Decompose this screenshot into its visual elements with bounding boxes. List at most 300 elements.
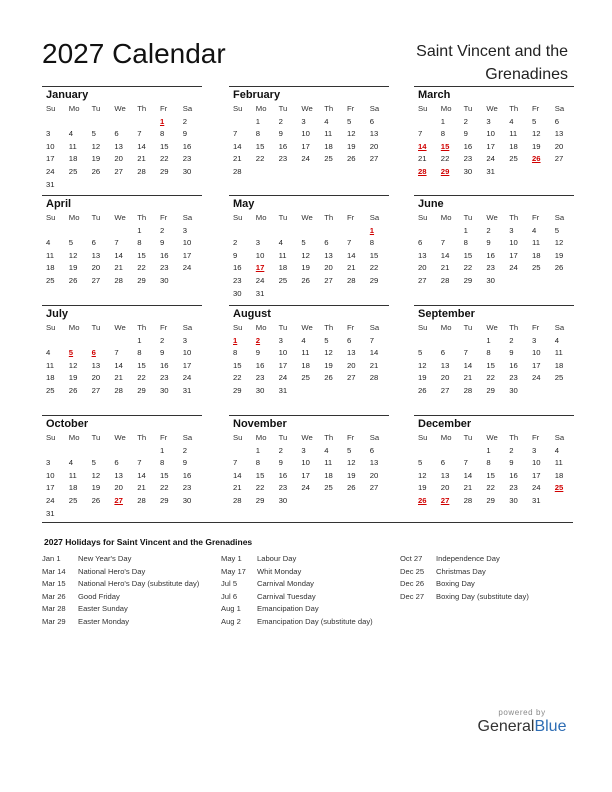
week-row — [42, 335, 202, 348]
day-cell — [460, 445, 483, 458]
weekday-label: Th — [324, 323, 334, 332]
day-cell — [366, 495, 389, 508]
day-cell: 18 — [68, 483, 78, 493]
weekday-label: Tu — [278, 433, 288, 442]
holiday-name: Easter Sunday — [78, 604, 128, 613]
day-cell — [275, 288, 298, 301]
day-cell: 8 — [137, 348, 142, 358]
day-cell: 23 — [159, 263, 169, 273]
month-may — [229, 195, 389, 300]
week-row — [42, 237, 202, 250]
week-row — [229, 116, 389, 129]
day-cell: 16 — [255, 360, 265, 370]
month-rule — [229, 305, 389, 306]
day-cell: 14 — [137, 141, 146, 151]
week-row — [414, 360, 574, 373]
day-cell: 3 — [182, 225, 188, 235]
day-cell: 30 — [278, 495, 288, 505]
day-cell: 22 — [137, 263, 146, 273]
holiday-row — [42, 591, 199, 604]
day-cell — [437, 335, 460, 348]
day-cell — [343, 225, 366, 238]
day-cell: 3 — [255, 238, 261, 248]
day-cell: 18 — [554, 360, 564, 370]
holiday-day-cell: 25 — [554, 483, 564, 493]
holiday-date: Jul 5 — [221, 579, 238, 588]
day-cell: 25 — [46, 385, 55, 395]
day-cell: 10 — [509, 238, 518, 248]
day-cell: 21 — [137, 483, 146, 493]
day-cell: 11 — [509, 129, 518, 139]
day-cell: 20 — [346, 360, 356, 370]
day-cell — [229, 116, 252, 129]
day-cell — [437, 225, 460, 238]
brand-name — [472, 718, 572, 736]
weekday-label: Fr — [531, 323, 540, 332]
day-cell: 22 — [255, 154, 265, 164]
day-cell: 10 — [182, 238, 192, 248]
day-cell: 11 — [301, 348, 310, 358]
day-cell: 28 — [346, 275, 356, 285]
holiday-row — [400, 578, 529, 591]
day-cell: 4 — [324, 116, 329, 126]
day-cell: 21 — [463, 483, 473, 493]
day-cell: 22 — [463, 263, 473, 273]
day-cell — [437, 445, 460, 458]
day-cell — [320, 385, 343, 398]
day-cell — [88, 508, 111, 521]
day-cell: 25 — [46, 275, 55, 285]
week-row — [414, 385, 574, 398]
day-cell: 13 — [554, 129, 564, 139]
holiday-row — [400, 566, 529, 579]
weekday-label: We — [486, 323, 498, 332]
holiday-day-cell: 15 — [440, 141, 450, 151]
week-row — [229, 166, 389, 179]
day-cell: 22 — [255, 483, 265, 493]
weekday-header — [229, 103, 389, 116]
day-cell: 19 — [531, 141, 541, 151]
day-cell: 12 — [301, 250, 310, 260]
day-cell: 17 — [182, 250, 192, 260]
day-cell: 13 — [114, 470, 123, 480]
holiday-date: Aug 1 — [221, 604, 241, 613]
day-cell: 5 — [346, 116, 352, 126]
country-name — [348, 40, 568, 86]
day-cell — [179, 275, 202, 288]
day-cell: 12 — [531, 129, 541, 139]
weekday-header — [414, 103, 574, 116]
holiday-date: Mar 14 — [42, 566, 66, 576]
week-row — [42, 116, 202, 129]
weekday-label: Tu — [463, 323, 473, 332]
holiday-day-cell: 17 — [255, 263, 265, 273]
weekday-label: Th — [137, 433, 147, 442]
day-cell: 3 — [278, 335, 283, 345]
week-row — [42, 482, 202, 495]
weekday-label: Fr — [531, 433, 540, 442]
month-february — [229, 86, 389, 179]
day-cell: 24 — [46, 495, 55, 505]
weekday-label: Sa — [182, 213, 193, 222]
country-name-line2: Grenadines — [485, 66, 568, 83]
day-cell: 29 — [255, 495, 265, 505]
weekday-label: Mo — [255, 323, 267, 332]
day-cell — [65, 508, 88, 521]
day-cell — [343, 166, 366, 179]
day-cell — [275, 225, 298, 238]
month-name: May — [233, 198, 255, 210]
day-cell — [297, 288, 320, 301]
day-cell: 4 — [554, 445, 560, 455]
day-cell: 18 — [324, 141, 333, 151]
day-cell — [179, 179, 202, 192]
day-cell: 15 — [159, 470, 169, 480]
day-cell — [110, 116, 133, 129]
day-cell: 5 — [301, 238, 306, 248]
day-cell: 7 — [369, 335, 375, 345]
day-cell: 5 — [91, 458, 96, 468]
day-cell: 19 — [418, 483, 427, 493]
day-cell: 15 — [159, 141, 169, 151]
holiday-row — [221, 616, 373, 629]
day-cell — [65, 225, 88, 238]
day-cell — [528, 166, 551, 179]
day-cell: 9 — [278, 458, 283, 468]
day-cell: 27 — [369, 483, 379, 493]
week-row — [42, 141, 202, 154]
month-rule — [42, 415, 202, 416]
day-cell: 8 — [159, 129, 165, 139]
day-cell: 23 — [159, 373, 169, 383]
day-cell — [320, 288, 343, 301]
week-row — [229, 372, 389, 385]
day-cell: 8 — [233, 348, 238, 358]
generalblue-logo[interactable] — [472, 708, 572, 736]
day-cell: 29 — [486, 385, 495, 395]
week-row — [229, 153, 389, 166]
day-cell — [110, 225, 133, 238]
month-june — [414, 195, 574, 288]
day-cell — [229, 225, 252, 238]
holiday-row — [42, 603, 199, 616]
day-cell: 10 — [301, 129, 310, 139]
weekday-label: Sa — [554, 323, 565, 332]
weekday-label: Su — [46, 104, 56, 113]
day-cell — [551, 385, 574, 398]
weekday-label: Sa — [182, 323, 193, 332]
day-cell — [133, 179, 156, 192]
holiday-day-cell: 1 — [233, 335, 238, 345]
day-cell: 28 — [137, 166, 146, 176]
weekday-header — [229, 212, 389, 225]
day-cell: 30 — [159, 275, 169, 285]
weekday-label: Mo — [440, 433, 452, 442]
day-cell: 12 — [324, 348, 333, 358]
day-cell: 23 — [278, 154, 288, 164]
month-october — [42, 415, 202, 520]
day-cell: 17 — [182, 360, 192, 370]
day-cell: 14 — [137, 470, 146, 480]
day-cell: 21 — [114, 263, 123, 273]
day-cell: 27 — [91, 385, 101, 395]
weekday-label: Th — [137, 213, 147, 222]
month-july — [42, 305, 202, 398]
day-cell: 16 — [463, 141, 473, 151]
day-cell: 25 — [324, 154, 333, 164]
day-cell: 5 — [68, 238, 74, 248]
week-row — [42, 372, 202, 385]
holiday-row — [221, 591, 373, 604]
day-cell — [343, 288, 366, 301]
day-cell: 2 — [486, 225, 491, 235]
weekday-label: We — [114, 323, 126, 332]
day-cell: 26 — [68, 275, 78, 285]
day-cell: 13 — [369, 129, 379, 139]
day-cell: 12 — [68, 250, 78, 260]
day-cell — [65, 335, 88, 348]
day-cell: 27 — [440, 385, 450, 395]
holiday-row — [221, 553, 373, 566]
day-cell: 24 — [509, 263, 518, 273]
month-name: December — [418, 418, 472, 430]
day-cell: 26 — [346, 483, 356, 493]
day-cell: 6 — [346, 335, 352, 345]
day-cell: 26 — [324, 373, 333, 383]
day-cell: 24 — [531, 373, 541, 383]
brand-general: General — [477, 718, 535, 735]
day-cell: 19 — [91, 154, 101, 164]
day-cell: 26 — [91, 495, 101, 505]
week-row — [229, 141, 389, 154]
weekday-label: Sa — [182, 433, 193, 442]
holidays-title: 2027 Holidays for Saint Vincent and the Grenadines — [44, 537, 253, 547]
day-cell — [505, 275, 528, 288]
day-cell: 14 — [440, 250, 450, 260]
day-cell: 15 — [463, 250, 473, 260]
day-cell: 4 — [68, 458, 74, 468]
weekday-label: Sa — [369, 433, 380, 442]
day-cell: 1 — [137, 225, 142, 235]
day-cell: 22 — [486, 483, 495, 493]
holiday-column — [400, 553, 529, 603]
day-cell: 1 — [440, 116, 446, 126]
week-row — [414, 457, 574, 470]
day-cell: 23 — [463, 154, 473, 164]
day-cell — [528, 275, 551, 288]
holiday-day-cell: 6 — [91, 348, 96, 358]
holiday-day-cell: 5 — [68, 348, 74, 358]
day-cell: 23 — [182, 483, 192, 493]
day-cell: 12 — [418, 470, 427, 480]
day-cell: 11 — [68, 141, 77, 151]
holiday-row — [221, 578, 373, 591]
holiday-name: Carnival Tuesday — [257, 591, 316, 601]
weekday-label: Th — [509, 433, 519, 442]
week-row — [414, 225, 574, 238]
day-cell: 27 — [346, 373, 356, 383]
day-cell: 12 — [346, 458, 356, 468]
month-september — [414, 305, 574, 398]
day-cell: 3 — [46, 458, 51, 468]
day-cell — [297, 166, 320, 179]
day-cell — [133, 508, 156, 521]
day-cell: 4 — [509, 116, 514, 126]
day-cell: 10 — [531, 348, 541, 358]
day-cell: 16 — [182, 141, 192, 151]
weekday-label: We — [114, 433, 126, 442]
day-cell: 17 — [509, 250, 518, 260]
day-cell: 16 — [278, 470, 288, 480]
week-row — [414, 262, 574, 275]
month-january — [42, 86, 202, 191]
day-cell: 25 — [68, 495, 78, 505]
holiday-date: Mar 28 — [42, 604, 66, 613]
month-march — [414, 86, 574, 179]
weekday-label: Sa — [369, 104, 380, 113]
weekday-label: Fr — [159, 323, 168, 332]
day-cell: 14 — [114, 360, 123, 370]
week-row — [229, 470, 389, 483]
holiday-day-cell: 1 — [369, 225, 375, 235]
day-cell: 4 — [278, 238, 283, 248]
day-cell — [366, 166, 389, 179]
week-row — [414, 470, 574, 483]
month-december — [414, 415, 574, 508]
day-cell: 27 — [114, 166, 123, 176]
weekday-label: Su — [418, 104, 428, 113]
day-cell: 13 — [369, 458, 379, 468]
day-cell: 8 — [255, 129, 261, 139]
day-cell: 28 — [114, 385, 123, 395]
day-cell: 24 — [486, 154, 495, 164]
day-cell: 18 — [301, 360, 310, 370]
day-cell — [297, 225, 320, 238]
day-cell: 29 — [137, 275, 146, 285]
week-row — [414, 445, 574, 458]
week-row — [414, 335, 574, 348]
holiday-name: Emancipation Day — [257, 604, 319, 613]
weekday-label: We — [301, 433, 313, 442]
week-row — [414, 116, 574, 129]
month-rule — [414, 305, 574, 306]
weekday-label: Mo — [68, 323, 80, 332]
day-cell: 11 — [324, 129, 333, 139]
weekday-label: Su — [233, 323, 243, 332]
day-cell: 11 — [554, 348, 563, 358]
week-row — [229, 385, 389, 398]
day-cell: 14 — [233, 470, 242, 480]
day-cell: 1 — [255, 116, 261, 126]
week-row — [414, 372, 574, 385]
holiday-day-cell: 28 — [418, 166, 427, 176]
week-row — [42, 262, 202, 275]
weekday-header — [229, 322, 389, 335]
holiday-name: Whit Monday — [257, 566, 302, 576]
day-cell: 19 — [554, 250, 564, 260]
weekday-label: We — [486, 213, 498, 222]
day-cell: 2 — [278, 116, 283, 126]
day-cell — [551, 275, 574, 288]
day-cell: 7 — [233, 129, 238, 139]
day-cell: 2 — [278, 445, 283, 455]
holiday-name: Boxing Day (substitute day) — [436, 591, 529, 601]
day-cell: 20 — [440, 483, 450, 493]
holiday-name: National Hero's Day (substitute day) — [78, 579, 200, 588]
day-cell — [156, 508, 179, 521]
day-cell: 31 — [531, 495, 541, 505]
day-cell: 22 — [369, 263, 379, 273]
day-cell: 11 — [46, 250, 54, 260]
week-row — [229, 262, 389, 275]
month-april — [42, 195, 202, 288]
day-cell: 3 — [301, 116, 306, 126]
month-rule — [42, 305, 202, 306]
day-cell: 5 — [346, 445, 352, 455]
weekday-label: Tu — [278, 323, 288, 332]
day-cell: 7 — [418, 129, 423, 139]
day-cell: 15 — [255, 141, 265, 151]
day-cell: 1 — [486, 335, 491, 345]
day-cell: 16 — [233, 263, 242, 273]
day-cell: 7 — [114, 238, 119, 248]
day-cell: 31 — [46, 179, 55, 189]
day-cell: 23 — [278, 483, 288, 493]
week-row — [414, 153, 574, 166]
day-cell: 18 — [554, 470, 564, 480]
day-cell: 23 — [509, 373, 518, 383]
week-row — [414, 482, 574, 495]
day-cell: 4 — [324, 445, 329, 455]
day-cell: 19 — [301, 263, 310, 273]
day-cell: 30 — [463, 166, 473, 176]
day-cell: 14 — [233, 141, 242, 151]
day-cell: 27 — [369, 154, 379, 164]
day-cell: 23 — [486, 263, 495, 273]
day-cell: 4 — [46, 348, 51, 358]
day-cell: 19 — [324, 360, 333, 370]
day-cell: 3 — [182, 335, 188, 345]
day-cell — [229, 445, 252, 458]
day-cell: 7 — [114, 348, 119, 358]
weekday-label: Tu — [278, 213, 288, 222]
day-cell — [551, 495, 574, 508]
week-row — [414, 128, 574, 141]
day-cell: 30 — [182, 495, 192, 505]
day-cell: 2 — [463, 116, 468, 126]
day-cell: 30 — [255, 385, 265, 395]
day-cell: 18 — [46, 373, 55, 383]
weekday-label: Mo — [440, 213, 452, 222]
weekday-header — [414, 212, 574, 225]
day-cell: 6 — [440, 348, 446, 358]
day-cell: 28 — [137, 495, 146, 505]
day-cell: 21 — [346, 263, 356, 273]
day-cell: 20 — [554, 141, 564, 151]
day-cell: 22 — [440, 154, 450, 164]
day-cell: 7 — [463, 458, 468, 468]
day-cell: 8 — [369, 238, 375, 248]
holiday-day-cell: 2 — [255, 335, 261, 345]
month-name: October — [46, 418, 89, 430]
weekday-header — [414, 432, 574, 445]
day-cell: 26 — [91, 166, 101, 176]
weekday-label: Fr — [346, 104, 355, 113]
weekday-label: Su — [46, 323, 56, 332]
day-cell: 17 — [301, 141, 310, 151]
week-row — [229, 128, 389, 141]
weekday-label: Mo — [255, 433, 267, 442]
